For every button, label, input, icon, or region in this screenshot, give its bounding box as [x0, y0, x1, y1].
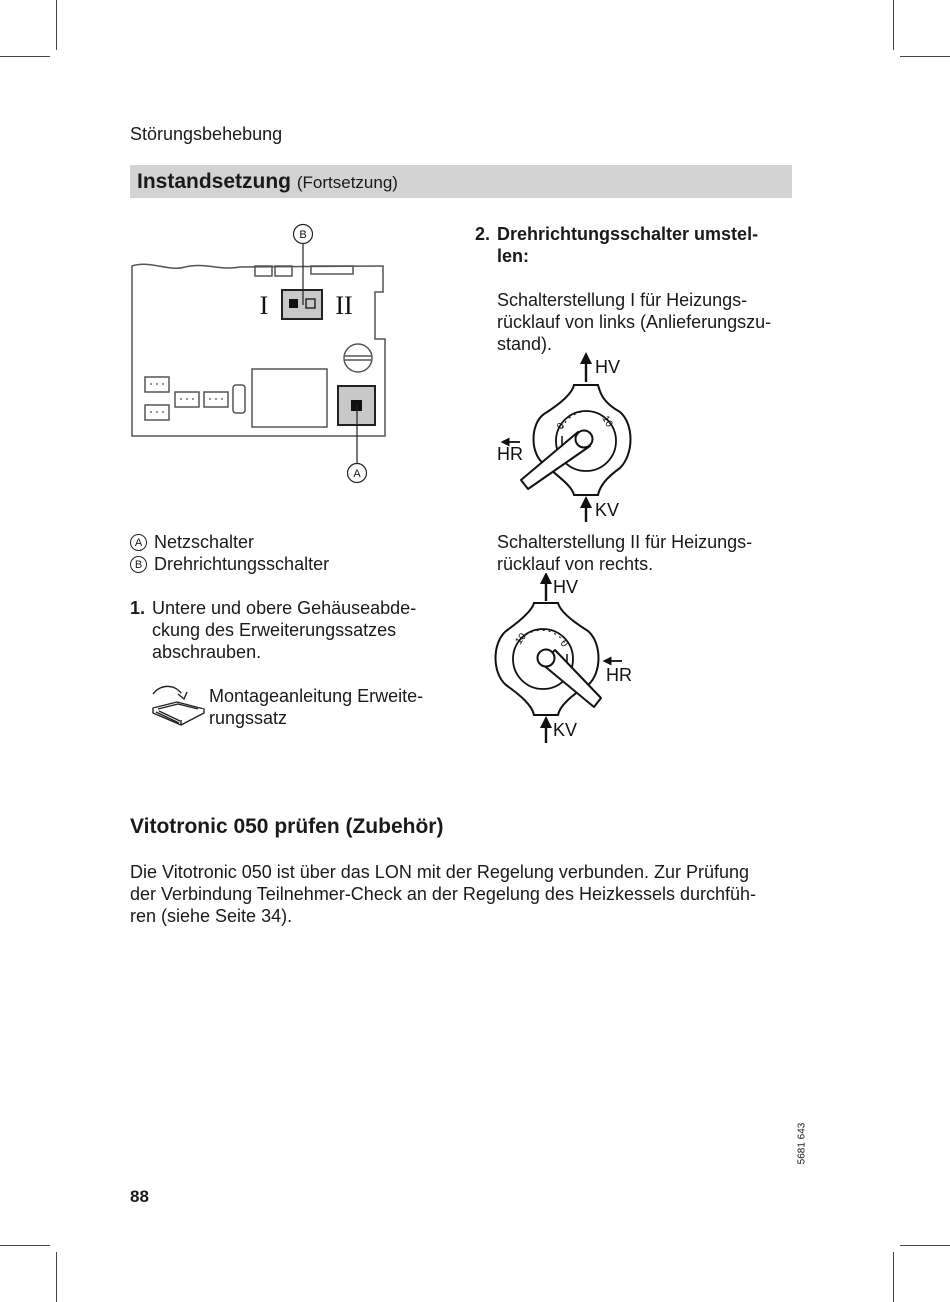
step-text-line: abschrauben.: [152, 642, 262, 662]
callout-b-label: B: [299, 229, 307, 241]
hr-label: HR: [606, 665, 632, 685]
hr-label: HR: [497, 444, 523, 464]
crop-mark: [893, 0, 894, 50]
section-label: Störungsbehebung: [130, 124, 283, 144]
switch-position-label-1: I: [259, 291, 269, 320]
scale-10: 10: [599, 414, 615, 430]
crop-mark: [900, 56, 950, 57]
title-bar: [130, 165, 792, 198]
scale-0: 0: [555, 421, 568, 432]
switch-position-1-text: [497, 289, 797, 355]
hv-label: HV: [595, 357, 621, 377]
step-2-title: [475, 223, 795, 267]
text-line: Schalterstellung I für Heizungs-: [497, 290, 748, 310]
text-line: rücklauf von rechts.: [497, 554, 654, 574]
direction-switch-b: [282, 290, 322, 319]
circuit-board-figure: [125, 220, 390, 490]
document-number: 5681 643: [796, 1122, 808, 1165]
manual-book-icon: [150, 682, 208, 728]
crop-mark: [893, 1252, 894, 1302]
section-body: [130, 861, 800, 927]
legend: [130, 531, 329, 575]
valve-position-2-figure: [490, 573, 640, 745]
reference-line: rungssatz: [209, 708, 288, 728]
step-title-line: len:: [497, 246, 530, 266]
step-number: 2.: [475, 224, 491, 244]
manual-reference: [209, 685, 449, 729]
legend-label: Netzschalter: [154, 532, 255, 552]
legend-key: B: [130, 556, 147, 573]
relay-component: [252, 369, 327, 427]
body-line: der Verbindung Teilnehmer-Check an der Regelung des Heizkessels durchfüh-: [130, 884, 757, 904]
reference-line: Montageanleitung Erweite-: [209, 686, 424, 706]
legend-item: [130, 531, 329, 553]
step-title-line: Drehrichtungsschalter umstel-: [497, 224, 759, 244]
legend-item: [130, 553, 329, 575]
kv-label: KV: [553, 720, 578, 740]
page-title-suffix: (Fortsetzung): [296, 173, 398, 192]
step-text-line: ckung des Erweiterungssatzes: [152, 620, 397, 640]
page-title: Instandsetzung: [137, 170, 292, 193]
text-line: stand).: [497, 334, 553, 354]
hv-label: HV: [553, 577, 579, 597]
legend-key: A: [130, 534, 147, 551]
body-line: ren (siehe Seite 34).: [130, 906, 293, 926]
text-line: rücklauf von links (Anlieferungszu-: [497, 312, 772, 332]
crop-mark: [900, 1245, 950, 1246]
step-1: [130, 597, 450, 663]
page-number: 88: [130, 1187, 149, 1206]
scale-10: 10: [513, 631, 529, 647]
crop-mark: [0, 1245, 50, 1246]
text-line: Schalterstellung II für Heizungs-: [497, 532, 753, 552]
crop-mark: [56, 0, 57, 50]
switch-position-label-2: II: [335, 291, 353, 320]
crop-mark: [0, 56, 50, 57]
callout-a-label: A: [353, 468, 361, 480]
section-heading: Vitotronic 050 prüfen (Zubehör): [130, 815, 444, 838]
valve-position-1-figure: [490, 352, 640, 524]
step-text-line: Untere und obere Gehäuseabde-: [152, 598, 417, 618]
crop-mark: [56, 1252, 57, 1302]
body-line: Die Vitotronic 050 ist über das LON mit der Regelung verbunden. Zur Prüfung: [130, 862, 750, 882]
legend-label: Drehrichtungsschalter: [154, 554, 330, 574]
kv-label: KV: [595, 500, 620, 520]
scale-0: 0: [557, 638, 570, 650]
switch-position-2-text: [497, 531, 797, 575]
step-number: 1.: [130, 598, 146, 618]
fuse-holder: [344, 344, 372, 372]
